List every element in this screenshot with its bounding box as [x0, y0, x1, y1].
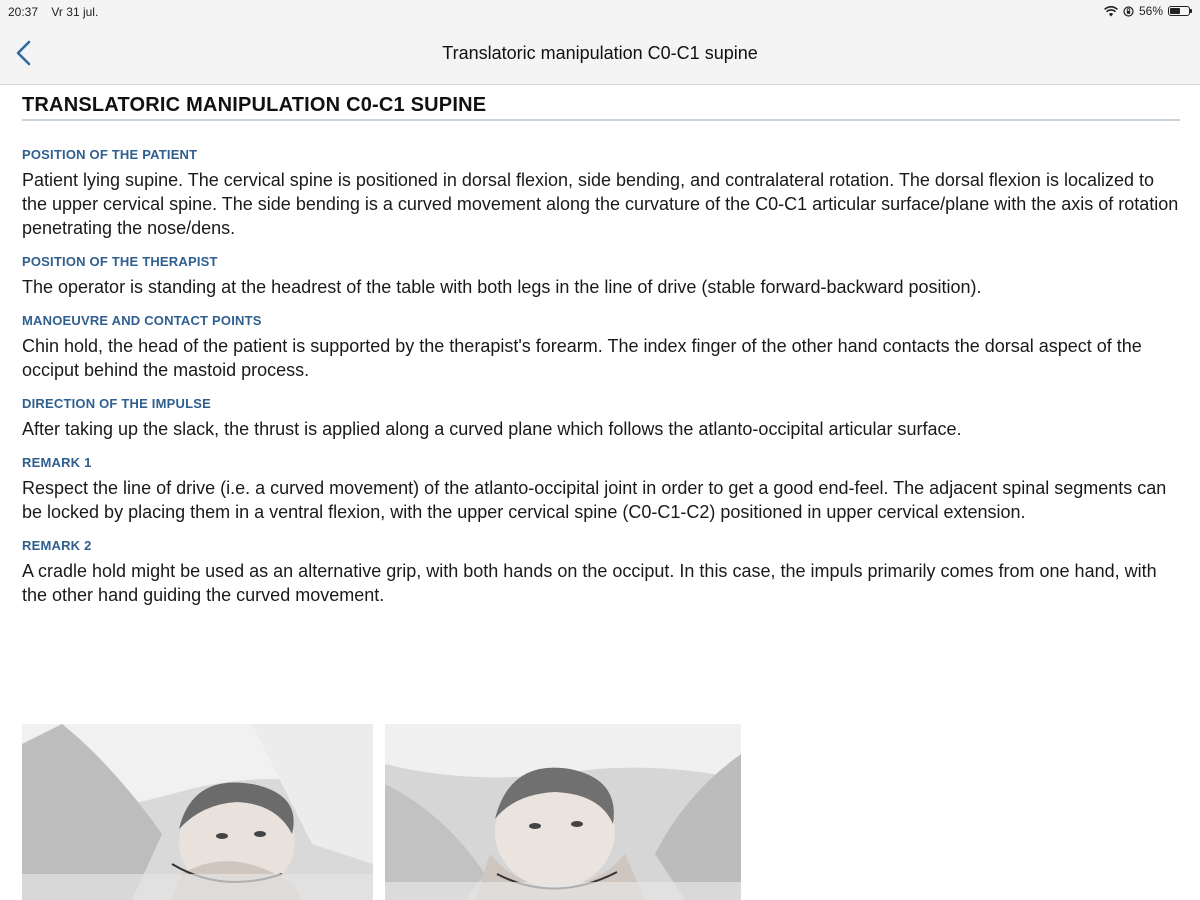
battery-icon	[1168, 6, 1190, 16]
section-remark-1	[22, 455, 1180, 524]
section-remark-2	[22, 538, 1180, 607]
document-title: TRANSLATORIC MANIPULATION C0-C1 SUPINE	[22, 94, 1180, 121]
orientation-lock-icon	[1123, 6, 1134, 17]
section-heading: POSITION OF THE PATIENT	[22, 147, 198, 162]
section-heading: REMARK 1	[22, 455, 92, 470]
technique-photo-cradle-hold	[385, 724, 741, 900]
status-time: 20:37	[8, 5, 39, 19]
section-impulse-direction	[22, 396, 1180, 441]
section-text: Respect the line of drive (i.e. a curved movement) of the atlanto-occipital joint in order to get a good end-feel. The adjacent spinal segments can be locked by placing them in a ventral flexion, with the upper cervical spine (C0-C1-C2) positioned in upper cervical extension.	[22, 478, 1167, 522]
section-text: A cradle hold might be used as an alternative grip, with both hands on the occiput. In this case, the impuls primarily comes from one hand, with the other hand guiding the curved movement.	[22, 561, 1157, 605]
status-right	[1104, 4, 1190, 18]
section-text: After taking up the slack, the thrust is applied along a curved plane which follows the atlanto-occipital articular surface.	[22, 419, 962, 439]
section-heading: POSITION OF THE THERAPIST	[22, 254, 218, 269]
section-heading: MANOEUVRE AND CONTACT POINTS	[22, 313, 262, 328]
technique-photo-chin-hold	[22, 724, 373, 900]
section-heading: REMARK 2	[22, 538, 92, 553]
section-therapist-position	[22, 254, 1180, 299]
document-content	[22, 94, 1180, 607]
section-patient-position	[22, 147, 1180, 240]
section-heading: DIRECTION OF THE IMPULSE	[22, 396, 211, 411]
status-date: Vr 31 jul.	[51, 5, 99, 19]
navigation-bar	[0, 24, 1200, 85]
status-bar	[0, 0, 1200, 24]
section-text: The operator is standing at the headrest of the table with both legs in the line of drive (stable forward-backward position).	[22, 277, 982, 297]
nav-title: Translatoric manipulation C0-C1 supine	[442, 43, 758, 63]
section-manoeuvre	[22, 313, 1180, 382]
wifi-icon	[1104, 6, 1118, 17]
battery-fill	[1170, 8, 1180, 14]
technique-photos	[22, 724, 741, 900]
section-text: Patient lying supine. The cervical spine is positioned in dorsal flexion, side bending, and contralateral rotation. The dorsal flexion is localized to the upper cervical spine. The side bending is a curved movement along the curvature of the C0-C1 articular surface/plane with the axis of rotation penetrating the nose/dens.	[22, 170, 1179, 238]
section-text: Chin hold, the head of the patient is supported by the therapist's forearm. The index finger of the other hand contacts the dorsal aspect of the occiput behind the mastoid process.	[22, 336, 1142, 380]
status-left	[8, 5, 108, 19]
battery-percentage: 56%	[1138, 4, 1163, 18]
